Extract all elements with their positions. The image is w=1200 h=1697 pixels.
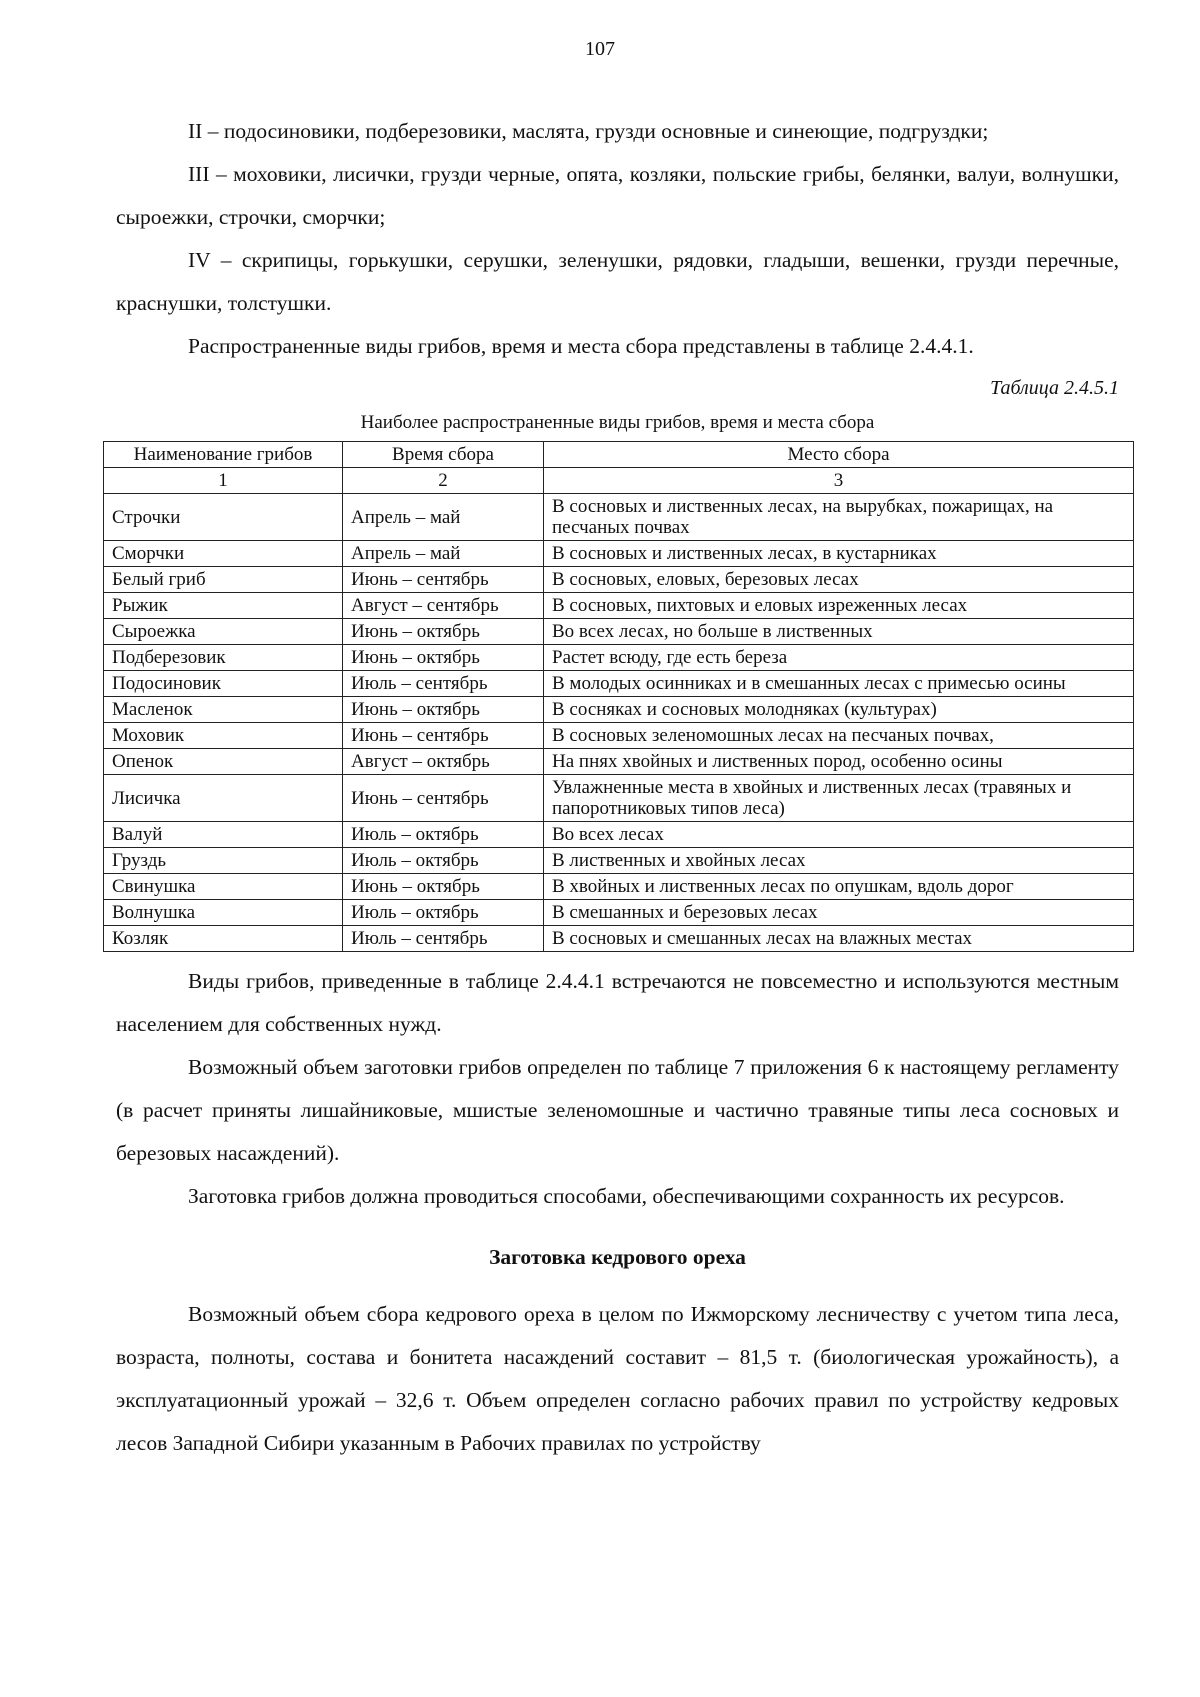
paragraph: III – моховики, лисички, грузди черные, опята, козляки, польские грибы, белянки, валуи, волнушки, сыроежки, строчки, сморчки; — [116, 162, 1119, 229]
cell-collection-place: В сосновых зеленомошных лесах на песчаных почвах, — [544, 723, 1134, 749]
column-header-name: Наименование грибов — [104, 442, 343, 468]
page-content — [112, 110, 1119, 1465]
cell-mushroom-name: Свинушка — [104, 874, 343, 900]
table-row — [104, 671, 1134, 697]
cell-collection-place: В молодых осинниках и в смешанных лесах с примесью осины — [544, 671, 1134, 697]
section-heading: Заготовка кедрового ореха — [489, 1245, 746, 1269]
table-row — [104, 848, 1134, 874]
cell-collection-place: Во всех лесах — [544, 822, 1134, 848]
cell-mushroom-name: Рыжик — [104, 593, 343, 619]
table-row — [104, 775, 1134, 822]
cell-collection-time: Август – октябрь — [343, 749, 544, 775]
table-row — [104, 900, 1134, 926]
paragraph: II – подосиновики, подберезовики, маслята, грузди основные и синеющие, подгруздки; — [188, 119, 989, 143]
cell-mushroom-name: Лисичка — [104, 775, 343, 822]
cell-collection-time: Апрель – май — [343, 494, 544, 541]
cell-collection-time: Июнь – сентябрь — [343, 723, 544, 749]
table-row — [104, 619, 1134, 645]
table-row — [104, 723, 1134, 749]
column-number: 1 — [104, 468, 343, 494]
paragraph: Виды грибов, приведенные в таблице 2.4.4.1 встречаются не повсеместно и используются местным населением для собственных нужд. — [116, 969, 1119, 1036]
cell-mushroom-name: Масленок — [104, 697, 343, 723]
cell-collection-time: Июнь – сентябрь — [343, 775, 544, 822]
cell-collection-place: Растет всюду, где есть береза — [544, 645, 1134, 671]
cell-mushroom-name: Сыроежка — [104, 619, 343, 645]
column-header-time: Время сбора — [343, 442, 544, 468]
cell-collection-time: Июль – октябрь — [343, 822, 544, 848]
table-row — [104, 541, 1134, 567]
cell-collection-time: Июнь – октябрь — [343, 645, 544, 671]
cell-mushroom-name: Козляк — [104, 926, 343, 952]
cell-collection-time: Август – сентябрь — [343, 593, 544, 619]
cell-mushroom-name: Строчки — [104, 494, 343, 541]
column-number: 3 — [544, 468, 1134, 494]
mushroom-table — [103, 441, 1134, 952]
table-row — [104, 874, 1134, 900]
cell-mushroom-name: Белый гриб — [104, 567, 343, 593]
cell-mushroom-name: Опенок — [104, 749, 343, 775]
table-header-row — [104, 442, 1134, 468]
cell-collection-place: В смешанных и березовых лесах — [544, 900, 1134, 926]
table-row — [104, 593, 1134, 619]
table-row — [104, 567, 1134, 593]
cell-collection-time: Июнь – октябрь — [343, 874, 544, 900]
cell-collection-time: Июль – октябрь — [343, 848, 544, 874]
cell-mushroom-name: Подосиновик — [104, 671, 343, 697]
cell-collection-place: В сосновых, пихтовых и еловых изреженных лесах — [544, 593, 1134, 619]
cell-mushroom-name: Валуй — [104, 822, 343, 848]
table-body — [104, 494, 1134, 952]
table-row — [104, 645, 1134, 671]
table-row — [104, 494, 1134, 541]
after-table-text — [116, 960, 1119, 1218]
cell-collection-place: В сосновых и лиственных лесах, на вырубках, пожарищах, на песчаных почвах — [544, 494, 1134, 541]
cell-mushroom-name: Сморчки — [104, 541, 343, 567]
cell-collection-time: Июнь – октябрь — [343, 619, 544, 645]
cell-collection-place: В сосновых, еловых, березовых лесах — [544, 567, 1134, 593]
cell-collection-place: На пнях хвойных и лиственных пород, особенно осины — [544, 749, 1134, 775]
cell-collection-place: Во всех лесах, но больше в лиственных — [544, 619, 1134, 645]
cell-mushroom-name: Моховик — [104, 723, 343, 749]
cell-collection-place: В хвойных и лиственных лесах по опушкам, вдоль дорог — [544, 874, 1134, 900]
cell-collection-time: Июнь – октябрь — [343, 697, 544, 723]
cell-mushroom-name: Волнушка — [104, 900, 343, 926]
cell-collection-place: В сосновых и смешанных лесах на влажных местах — [544, 926, 1134, 952]
cell-collection-time: Июль – октябрь — [343, 900, 544, 926]
paragraph: IV – скрипицы, горькушки, серушки, зеленушки, рядовки, гладыши, вешенки, грузди перечные, краснушки, толстушки. — [116, 248, 1119, 315]
cell-collection-place: В сосновых и лиственных лесах, в кустарниках — [544, 541, 1134, 567]
paragraph: Распространенные виды грибов, время и места сбора представлены в таблице 2.4.4.1. — [188, 334, 974, 358]
cell-collection-time: Июль – сентябрь — [343, 926, 544, 952]
table-title: Наиболее распространенные виды грибов, время и места сбора — [360, 412, 875, 433]
cell-collection-place: Увлажненные места в хвойных и лиственных лесах (травяных и папоротниковых типов леса) — [544, 775, 1134, 822]
table-row — [104, 697, 1134, 723]
cell-collection-place: В лиственных и хвойных лесах — [544, 848, 1134, 874]
table-row — [104, 926, 1134, 952]
page-number: 107 — [585, 38, 615, 60]
paragraph: Возможный объем заготовки грибов определен по таблице 7 приложения 6 к настоящему регламенту (в расчет приняты лишайниковые, мшистые зеленомошные и частично травяные типы леса сосновых и березовых насаждений). — [116, 1055, 1119, 1165]
paragraph: Возможный объем сбора кедрового ореха в целом по Ижморскому лесничеству с учетом типа леса, возраста, полноты, состава и бонитета насаждений составит – 81,5 т. (биологическая урожайность), а эксплуатационный урожай – 32,6 т. Объем определен согласно рабочих правил по устройству кедровых лесов Западной Сибири указанным в Рабочих правилах по устройству — [116, 1302, 1119, 1455]
cell-collection-time: Июль – сентябрь — [343, 671, 544, 697]
cell-collection-time: Июнь – сентябрь — [343, 567, 544, 593]
column-number: 2 — [343, 468, 544, 494]
table-row — [104, 822, 1134, 848]
cell-collection-place: В сосняках и сосновых молодняках (культурах) — [544, 697, 1134, 723]
table-column-numbers-row — [104, 468, 1134, 494]
cell-collection-time: Апрель – май — [343, 541, 544, 567]
cell-mushroom-name: Груздь — [104, 848, 343, 874]
table-row — [104, 749, 1134, 775]
table-label: Таблица 2.4.5.1 — [990, 377, 1119, 399]
cell-mushroom-name: Подберезовик — [104, 645, 343, 671]
column-header-place: Место сбора — [544, 442, 1134, 468]
paragraph: Заготовка грибов должна проводиться способами, обеспечивающими сохранность их ресурсов. — [188, 1184, 1065, 1208]
